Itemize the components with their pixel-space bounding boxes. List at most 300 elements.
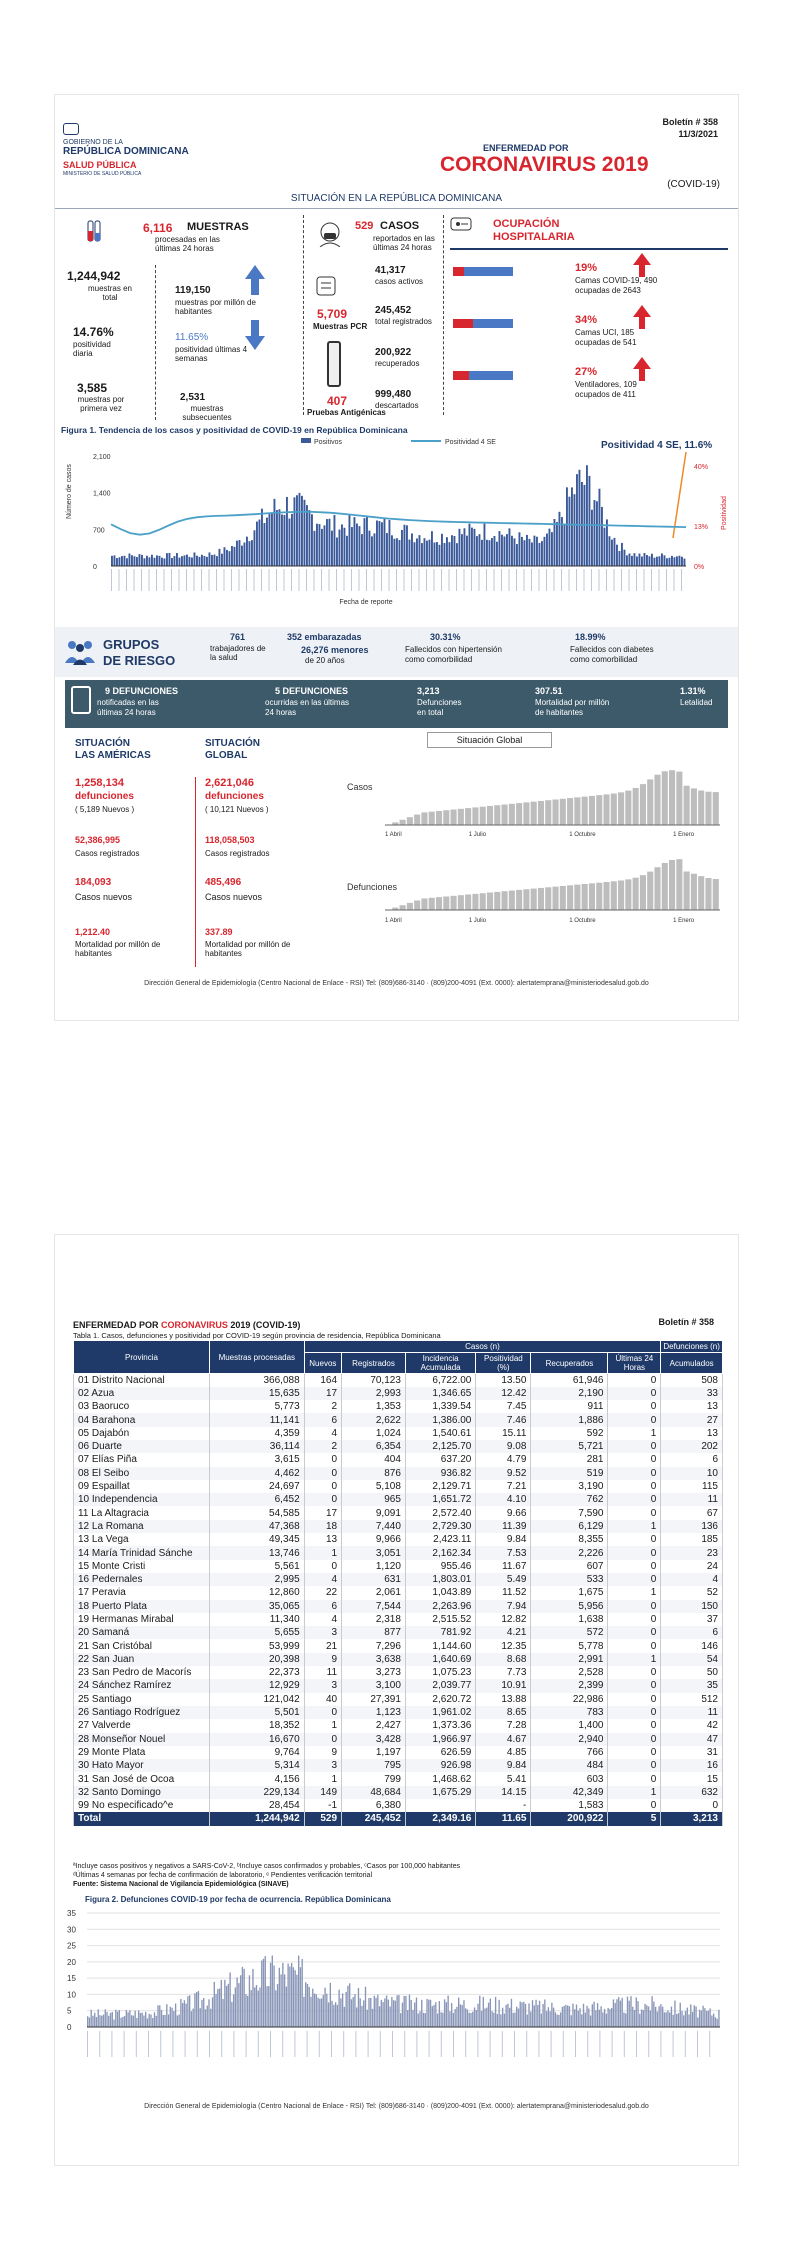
- gchart-bar: [633, 878, 639, 910]
- fig1-bar: [531, 542, 533, 566]
- fig2-bar: [706, 2011, 707, 2027]
- fig1-bar: [506, 534, 508, 566]
- fig2-ytick: 10: [67, 1990, 76, 2000]
- fig2-bar: [210, 2009, 211, 2027]
- table-cell: 484: [531, 1759, 608, 1772]
- riesgo-salud-l1: trabajadores de: [210, 644, 266, 653]
- fig2-bar: [671, 2007, 672, 2027]
- table-cell: 9.52: [476, 1467, 531, 1480]
- fig1-xtick: [629, 569, 630, 591]
- fig1-bar: [189, 557, 191, 566]
- fig2-bar: [293, 1967, 294, 2027]
- table-cell: 0: [608, 1733, 661, 1746]
- gov-line2: REPÚBLICA DOMINICANA: [63, 146, 189, 157]
- riesgo-hipertension-l1: Fallecidos con hipertensión: [405, 645, 502, 654]
- table-cell: 3,051: [342, 1546, 406, 1559]
- fig1-bar: [676, 556, 678, 566]
- fig2-bar: [511, 1999, 512, 2027]
- fig1-bar: [624, 550, 626, 566]
- table-cell: 0: [608, 1639, 661, 1652]
- fig2-bar: [470, 2013, 471, 2027]
- fig1-xtick: [404, 569, 405, 591]
- table-row: [74, 1427, 723, 1440]
- table-cell: 08 El Seibo: [74, 1467, 210, 1480]
- fig2-bar: [463, 2000, 464, 2027]
- table-cell: 3,100: [342, 1679, 406, 1692]
- fig2-bar: [597, 2003, 598, 2027]
- arrow-up-stem: [639, 369, 645, 381]
- fig2-xtick: [538, 2031, 539, 2057]
- fig2-bar: [323, 1995, 324, 2027]
- fig1-xtick: [291, 569, 292, 591]
- table-cell: 1: [608, 1520, 661, 1533]
- riesgo-title1: GRUPOS: [103, 637, 160, 652]
- fig2-bar: [342, 1993, 343, 2027]
- fig2-bar: [133, 2016, 134, 2027]
- fig2-bar: [360, 1998, 361, 2027]
- table-cell: 14.15: [476, 1786, 531, 1799]
- antigen-test-icon: [327, 341, 341, 387]
- subsec-value: 2,531: [180, 392, 206, 403]
- fig1-bar: [321, 529, 323, 566]
- table-cell: 2,125.70: [405, 1440, 475, 1453]
- fig2-bar: [185, 2004, 186, 2027]
- occupancy-track: [453, 319, 513, 328]
- fig2-bar: [196, 1992, 197, 2027]
- fig2-bar: [217, 1989, 218, 2027]
- americas-nuevos-label: Casos nuevos: [75, 892, 133, 902]
- fig1-bar: [434, 543, 436, 566]
- fig2-xtick: [636, 2031, 637, 2057]
- fig2-xtick: [124, 2031, 125, 2057]
- table-cell: 24,697: [209, 1480, 304, 1493]
- table-cell: 783: [531, 1706, 608, 1719]
- fig2-xtick: [197, 2031, 198, 2057]
- table-cell: 1,197: [342, 1746, 406, 1759]
- fig2-bar: [254, 1987, 255, 2027]
- fig2-xtick: [282, 2031, 283, 2057]
- fig2-bar: [143, 2015, 144, 2027]
- fig1-bar: [479, 534, 481, 566]
- gchart-xtick: 1 Julio: [468, 918, 487, 924]
- table-row: [74, 1493, 723, 1506]
- gchart-bar: [443, 810, 449, 825]
- gchart-bar: [421, 898, 427, 910]
- riesgo-hipertension-value: 30.31%: [430, 632, 461, 642]
- fig1-bar: [351, 527, 353, 566]
- fig1-bar: [469, 524, 471, 566]
- table-cell: 1,675.29: [405, 1786, 475, 1799]
- fig1-bar: [609, 536, 611, 566]
- table-cell: 0: [608, 1467, 661, 1480]
- table-cell: 1: [304, 1546, 341, 1559]
- fig2-bar: [112, 2012, 113, 2027]
- fig1-bar: [446, 537, 448, 566]
- table-cell: 8,355: [531, 1533, 608, 1546]
- fig1-bar: [631, 556, 633, 566]
- fig1-bar: [426, 541, 428, 566]
- fig1-bar: [669, 558, 671, 566]
- riesgo-menores-label: de 20 años: [305, 656, 345, 665]
- fig1-bar: [379, 521, 381, 566]
- fig2-bar: [272, 1956, 273, 2027]
- gchart-casos-label: Casos: [347, 782, 373, 792]
- fig2-bar: [235, 1987, 236, 2027]
- fig2-bar: [623, 2013, 624, 2027]
- fig2-bar: [164, 2015, 165, 2027]
- fig2-bar: [588, 2008, 589, 2027]
- fig1-bar: [241, 546, 243, 566]
- table-cell: 67: [661, 1506, 723, 1519]
- table-cell: 4.79: [476, 1453, 531, 1466]
- fig1-bar: [336, 537, 338, 566]
- table-cell: -1: [304, 1799, 341, 1812]
- fig2-bar: [393, 2000, 394, 2027]
- situacion-title: SITUACIÓN EN LA REPÚBLICA DOMINICANA: [55, 193, 738, 209]
- gchart-bar: [582, 884, 588, 910]
- bulletin-date: 11/3/2021: [678, 129, 718, 139]
- occupancy-l2: ocupados de 411: [575, 390, 636, 399]
- global-nuevos-label: Casos nuevos: [205, 892, 263, 902]
- global-casos-value: 118,058,503: [205, 835, 255, 845]
- fig1-bar: [389, 520, 391, 566]
- fig2-bar: [486, 2008, 487, 2027]
- fig2-bar: [182, 2003, 183, 2027]
- fig1-chart: [61, 438, 731, 608]
- riesgo-menores: 26,276 menores: [301, 645, 369, 655]
- fig1-xtick: [449, 569, 450, 591]
- table-cell: 0: [608, 1440, 661, 1453]
- fig1-xtick: [246, 569, 247, 591]
- fig2-bar: [150, 2014, 151, 2027]
- fig1-xtick: [261, 569, 262, 591]
- fig2-bar: [395, 2001, 396, 2027]
- fig2-bar: [127, 2012, 128, 2027]
- fig1-bar: [154, 558, 156, 566]
- americas-title2: LAS AMÉRICAS: [75, 750, 151, 761]
- table-cell: 11,141: [209, 1413, 304, 1426]
- table-row: [74, 1520, 723, 1533]
- fig2-bar: [592, 2004, 593, 2027]
- fig1-bar: [341, 524, 343, 566]
- arrow-up-icon: [633, 357, 651, 369]
- fig2-bar: [326, 1994, 327, 2027]
- table-cell: 2,991: [531, 1653, 608, 1666]
- fig1-bar: [214, 555, 216, 566]
- fig2-bar: [683, 2015, 684, 2027]
- fig2-bar: [149, 2014, 150, 2027]
- fig2-bar: [321, 1998, 322, 2027]
- fig1-bar: [529, 539, 531, 566]
- fig2-bar: [704, 2008, 705, 2027]
- gchart-bar: [509, 804, 515, 825]
- fig2-bar: [453, 2013, 454, 2027]
- fig2-bar: [488, 2003, 489, 2027]
- gchart-bar: [647, 872, 653, 910]
- fig1-bar: [429, 540, 431, 566]
- fig1-bar: [136, 557, 138, 566]
- fig2-bar: [514, 2013, 515, 2027]
- table-cell: 3: [304, 1759, 341, 1772]
- fig2-bar: [465, 2008, 466, 2027]
- table-cell: 0: [661, 1799, 723, 1812]
- table-cell: 0: [608, 1480, 661, 1493]
- table-cell: 20 Samaná: [74, 1626, 210, 1639]
- fig2-bar: [664, 2012, 665, 2027]
- fig2-bar: [361, 2006, 362, 2027]
- gchart-bar: [407, 903, 413, 910]
- fig1-bar: [516, 544, 518, 566]
- fig2-xtick: [490, 2031, 491, 2057]
- fig2-xtick: [270, 2031, 271, 2057]
- arrow-up-icon: [245, 265, 265, 279]
- fig1-xtick: [119, 569, 120, 591]
- th-casos-group: Casos (n): [304, 1341, 661, 1353]
- table-cell: 533: [531, 1573, 608, 1586]
- table-cell: 35,065: [209, 1600, 304, 1613]
- fig1-xtick: [269, 569, 270, 591]
- table-cell: 18 Puerto Plata: [74, 1600, 210, 1613]
- table-cell: 0: [608, 1413, 661, 1426]
- fig1-xtick: [344, 569, 345, 591]
- fig2-bar: [606, 2014, 607, 2027]
- table-cell: 9.84: [476, 1759, 531, 1772]
- fig2-xtick: [343, 2031, 344, 2057]
- table-cell: 631: [342, 1573, 406, 1586]
- deaths-band: [65, 680, 728, 728]
- table-row: [74, 1506, 723, 1519]
- fig1-xtick: [126, 569, 127, 591]
- fig1-bar: [184, 555, 186, 566]
- gchart-bar: [436, 897, 442, 910]
- pos-4sem-value: 11.65%: [175, 332, 209, 343]
- fig2-bar: [166, 2004, 167, 2027]
- fig2-bar: [340, 1998, 341, 2027]
- gchart-bar: [625, 791, 631, 825]
- fig2-bar: [546, 2011, 547, 2027]
- table-cell: 13.50: [476, 1374, 531, 1387]
- fig1-bar: [361, 534, 363, 566]
- table-cell: 9,966: [342, 1533, 406, 1546]
- fig2-bar: [544, 1999, 545, 2027]
- fig1-bar: [616, 545, 618, 566]
- fig2-bar: [699, 2010, 700, 2027]
- fig1-bar: [544, 537, 546, 566]
- table-cell: 5,108: [342, 1480, 406, 1493]
- fig1-bar: [269, 514, 271, 566]
- fig2-xtick: [172, 2031, 173, 2057]
- table-cell: 54: [661, 1653, 723, 1666]
- fig2-bar: [405, 1996, 406, 2027]
- fig2-bar: [396, 1995, 397, 2027]
- table-cell: 0: [608, 1799, 661, 1812]
- p2-header-c: 2019 (COVID-19): [227, 1320, 301, 1330]
- fig1-bar: [604, 528, 606, 566]
- fig1-bar: [574, 494, 576, 566]
- table-cell: 2,318: [342, 1613, 406, 1626]
- gchart-bar: [567, 798, 573, 825]
- fig2-bar: [435, 2002, 436, 2027]
- occupancy-l1: Ventiladores, 109: [575, 380, 637, 389]
- fig1-xtick: [149, 569, 150, 591]
- fig2-xtick: [612, 2031, 613, 2057]
- fig2-bar: [695, 2006, 696, 2027]
- fig1-bar: [554, 519, 556, 566]
- fig2-bar: [493, 2013, 494, 2027]
- gchart-bar: [662, 771, 668, 825]
- fig2-bar: [460, 2004, 461, 2027]
- header-coronavirus: CORONAVIRUS 2019: [440, 153, 649, 176]
- fig1-bar: [539, 543, 541, 566]
- table-cell: 795: [342, 1759, 406, 1772]
- legend-bar-label: Positivos: [314, 439, 343, 446]
- fig2-xtick: [87, 2031, 88, 2057]
- fig2-bar: [509, 2008, 510, 2027]
- gchart-bar: [429, 812, 435, 825]
- fig2-bar: [319, 1999, 320, 2027]
- table-row: [74, 1772, 723, 1785]
- fig2-bar: [249, 1975, 250, 2027]
- fig2-bar: [180, 1999, 181, 2027]
- fig1-bar: [466, 536, 468, 566]
- fig2-xtick: [148, 2031, 149, 2057]
- fig1-bar: [354, 517, 356, 566]
- fig1-bar: [144, 558, 146, 566]
- table-cell: 1,043.89: [405, 1586, 475, 1599]
- occupancy-pct: 27%: [575, 366, 598, 378]
- gchart-bar: [705, 792, 711, 825]
- table-cell: 14 María Trinidad Sánche: [74, 1546, 210, 1559]
- gchart-bar: [574, 797, 580, 825]
- fig2-bar: [426, 1999, 427, 2027]
- table-cell: 6,354: [342, 1440, 406, 1453]
- gchart-bar: [472, 894, 478, 910]
- fig1-bar: [231, 546, 233, 566]
- table-cell: 31 San José de Ocoa: [74, 1772, 210, 1785]
- table-cell: 0: [608, 1387, 661, 1400]
- table-cell: 4,462: [209, 1467, 304, 1480]
- gchart-bar: [553, 887, 559, 910]
- fig2-bar: [243, 1969, 244, 2027]
- table-cell: [405, 1799, 475, 1812]
- table-cell: 12.42: [476, 1387, 531, 1400]
- table-cell: 22: [304, 1586, 341, 1599]
- fig1-bar: [251, 540, 253, 566]
- fig2-bar: [641, 2009, 642, 2027]
- fig2-bar: [615, 2003, 616, 2027]
- fig1-xtick: [111, 569, 112, 591]
- fig2-bar: [152, 2018, 153, 2027]
- table-cell: 781.92: [405, 1626, 475, 1639]
- fig2-xtick: [258, 2031, 259, 2057]
- gchart-bar: [640, 875, 646, 910]
- table-cell: 0: [608, 1666, 661, 1679]
- table-cell: 7.45: [476, 1400, 531, 1413]
- fig2-bar: [275, 1990, 276, 2027]
- fig1-bar: [406, 525, 408, 566]
- fig2-bar: [665, 2012, 666, 2027]
- fig2-bar: [119, 2010, 120, 2027]
- table-cell: 4,156: [209, 1772, 304, 1785]
- fig2-bar: [331, 2001, 332, 2027]
- fig1-bar: [206, 557, 208, 566]
- fig2-bar: [324, 1988, 325, 2027]
- fig2-bar: [702, 2006, 703, 2027]
- table-cell: 1,540.61: [405, 1427, 475, 1440]
- fig2-bar: [716, 2019, 717, 2027]
- table-cell: 1,123: [342, 1706, 406, 1719]
- fig1-bar: [594, 500, 596, 566]
- muestras-total-value: 1,244,942: [67, 269, 121, 283]
- fig1-bar: [249, 541, 251, 566]
- fig1-bar: [439, 545, 441, 566]
- table-cell: 5,778: [531, 1639, 608, 1652]
- fig1-bar: [536, 537, 538, 566]
- fig1-bar: [416, 538, 418, 566]
- fig2-bar: [389, 2007, 390, 2027]
- fig1-bar: [476, 536, 478, 566]
- fig1-xtick: [231, 569, 232, 591]
- table-cell: 6,722.00: [405, 1374, 475, 1387]
- table-cell: 5,655: [209, 1626, 304, 1639]
- table-cell: 508: [661, 1374, 723, 1387]
- table-row: [74, 1387, 723, 1400]
- riesgo-salud-value: 761: [230, 632, 246, 642]
- gchart-bar: [698, 876, 704, 910]
- fig2-title: Figura 2. Defunciones COVID-19 por fecha de ocurrencia. República Dominicana: [85, 1895, 391, 1904]
- def-ocurridas-l1: ocurridas en las últimas: [265, 698, 350, 707]
- fig1-bar: [114, 555, 116, 566]
- fig1-bar: [111, 556, 113, 566]
- table-cell: 3: [304, 1626, 341, 1639]
- fig2-xtick: [355, 2031, 356, 2057]
- table-cell: 1,961.02: [405, 1706, 475, 1719]
- fig2-bar: [565, 2005, 566, 2027]
- fig1-bar: [299, 493, 301, 566]
- fig2-bar: [477, 2004, 478, 2027]
- fig2-bar: [201, 2000, 202, 2027]
- fig2-bar: [310, 1997, 311, 2027]
- gov-line1: GOBIERNO DE LA: [63, 139, 123, 146]
- gchart-bar: [400, 820, 406, 825]
- muestras-24h-value: 6,116: [143, 221, 173, 235]
- subsec-label: muestras subsecuentes: [182, 404, 232, 422]
- fig1-bar: [596, 501, 598, 566]
- fig2-bar: [277, 1984, 278, 2027]
- fig1-bar: [156, 555, 158, 566]
- occupancy-fill: [453, 371, 469, 380]
- fig1-bar: [386, 533, 388, 566]
- gchart-bar: [633, 788, 639, 825]
- gchart-bar: [691, 788, 697, 825]
- fig1-xtick: [486, 569, 487, 591]
- fig2-chart: [65, 1907, 725, 2067]
- table-cell: 26 Santiago Rodríguez: [74, 1706, 210, 1719]
- fig1-bar: [226, 550, 228, 566]
- fig1-bar: [629, 554, 631, 566]
- fig1-bar: [381, 522, 383, 566]
- table-cell: 2,162.34: [405, 1546, 475, 1559]
- fig1-xtick: [239, 569, 240, 591]
- fig1-bar: [346, 536, 348, 566]
- def-total-value: 3,213: [417, 686, 440, 696]
- table-cell: 6,129: [531, 1520, 608, 1533]
- gchart-bar: [502, 891, 508, 910]
- fig1-bar: [461, 534, 463, 566]
- gchart-xtick: 1 Enero: [673, 832, 695, 838]
- fig1-xtick: [366, 569, 367, 591]
- table-cell: 1: [304, 1772, 341, 1785]
